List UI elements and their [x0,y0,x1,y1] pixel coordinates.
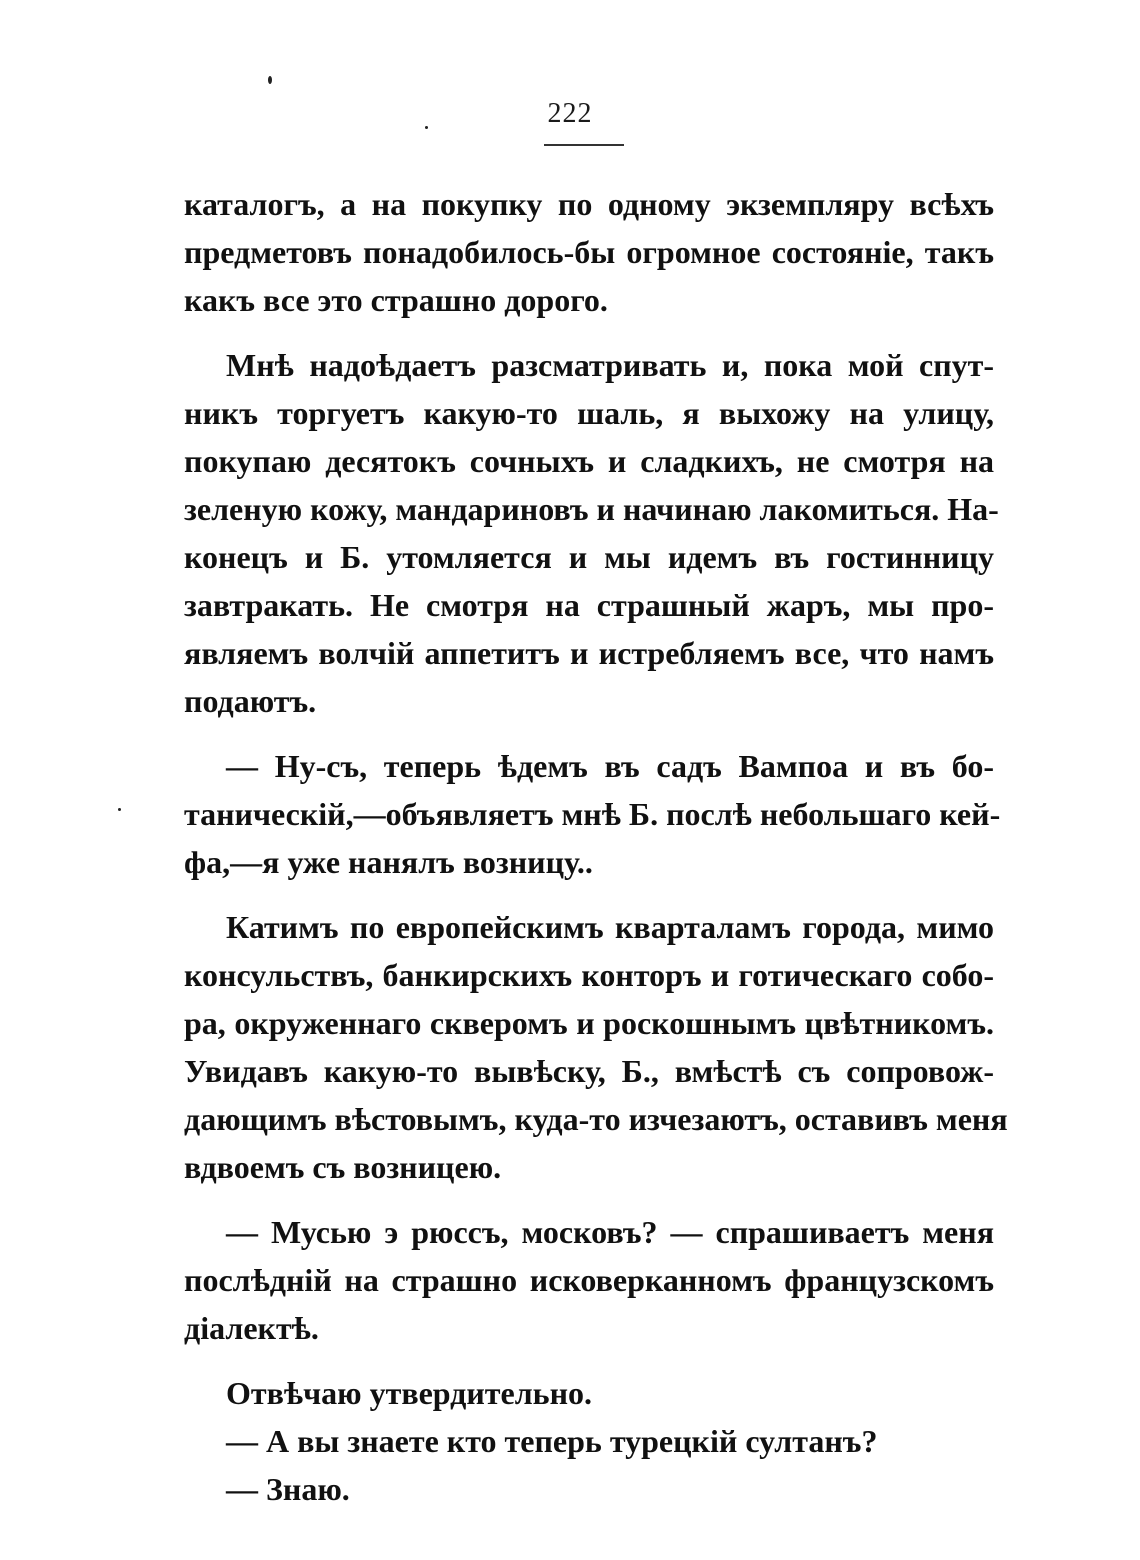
text-line: — Знаю. [226,1471,350,1507]
text-line: фа,—я уже нанялъ возницу.. [184,844,593,880]
text-line: являемъ волчiй аппетитъ и истребляемъ все, что намъ [184,635,994,671]
page-number: 222 [547,98,593,129]
text-line: ра, окруженнаго скверомъ и роскошнымъ цвѣтникомъ. [184,1005,994,1041]
text-line: какъ все это страшно дорого. [184,282,608,318]
text-line: — Мусью э рюссъ, московъ? — спрашиваетъ меня [226,1214,994,1250]
text-line: вдвоемъ съ возницею. [184,1149,502,1185]
text-line: дающимъ вѣстовымъ, куда-то изчезаютъ, оставивъ меня [184,1101,1008,1137]
text-line: зеленую кожу, мандариновъ и начинаю лакомиться. На- [184,491,999,527]
text-line: консульствъ, банкирскихъ конторъ и готическаго собо- [184,957,994,993]
text-line: каталогъ, а на покупку по одному экземпляру всѣхъ [184,186,994,222]
text-line: дiалектѣ. [184,1310,319,1346]
text-line: Катимъ по европейскимъ кварталамъ города, мимо [226,909,994,945]
text-line: покупаю десятокъ сочныхъ и сладкихъ, не смотря на [184,443,994,479]
text-line: предметовъ понадобилось-бы огромное состоянie, такъ [184,234,994,270]
text-line: Отвѣчаю утвердительно. [226,1375,593,1411]
body-text [184,180,1008,1513]
ink-speck [268,76,272,84]
text-line: никъ торгуетъ какую-то шаль, я выхожу на улицу, [184,395,994,431]
text-line: Увидавъ какую-то вывѣску, Б., вмѣстѣ съ сопровож- [184,1053,994,1089]
text-line: — Ну-съ, теперь ѣдемъ въ садъ Вампоа и въ бо- [226,748,994,784]
text-line: — А вы знаете кто теперь турецкiй султанъ? [226,1423,878,1459]
text-line: Мнѣ надоѣдаетъ разсматривать и, пока мой спут- [226,347,994,383]
header-rule [544,144,624,146]
text-line: завтракать. Не смотря на страшный жаръ, мы про- [184,587,994,623]
text-line: подаютъ. [184,683,317,719]
text-line: послѣднiй на страшно исковерканномъ французскомъ [184,1262,994,1298]
ink-speck [118,808,121,811]
text-line: таническiй,—объявляетъ мнѣ Б. послѣ небольшаго кей- [184,796,1001,832]
text-line: конецъ и Б. утомляется и мы идемъ въ гостинницу [184,539,994,575]
